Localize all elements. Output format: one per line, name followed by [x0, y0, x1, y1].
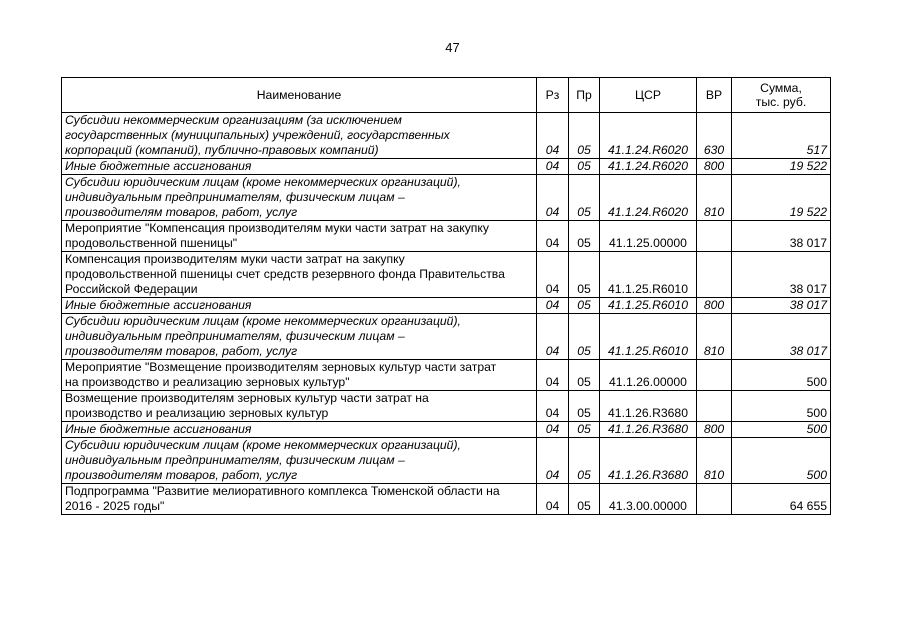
row-vr-cell: 800: [697, 298, 732, 314]
row-vr-cell: [697, 484, 732, 515]
row-sum-cell: 500: [732, 391, 831, 422]
row-rz-cell: 04: [537, 221, 569, 252]
row-pr-cell: 05: [569, 175, 600, 221]
row-csr-cell: 41.1.25.R6010: [600, 298, 697, 314]
table-row: [62, 159, 831, 175]
table-row: [62, 484, 831, 515]
table-row: [62, 422, 831, 438]
row-vr-cell: 800: [697, 422, 732, 438]
row-pr-cell: 05: [569, 221, 600, 252]
row-vr-cell: [697, 360, 732, 391]
row-name-cell: Субсидии юридическим лицам (кроме некоммерческих организаций), индивидуальным предпринимателям, физическим лицам – производителям товаров, работ, услуг: [62, 438, 537, 484]
row-name-cell: Иные бюджетные ассигнования: [62, 298, 537, 314]
header-row: [62, 78, 831, 113]
row-sum-cell: 19 522: [732, 159, 831, 175]
row-name-cell: Иные бюджетные ассигнования: [62, 422, 537, 438]
header-vr: ВР: [697, 78, 732, 113]
row-csr-cell: 41.1.24.R6020: [600, 175, 697, 221]
row-name-cell: Субсидии юридическим лицам (кроме некоммерческих организаций), индивидуальным предпринимателям, физическим лицам – производителям товаров, работ, услуг: [62, 175, 537, 221]
row-csr-cell: 41.1.25.00000: [600, 221, 697, 252]
table-row: [62, 298, 831, 314]
header-name: Наименование: [62, 78, 537, 113]
row-vr-cell: 800: [697, 159, 732, 175]
row-sum-cell: 64 655: [732, 484, 831, 515]
row-pr-cell: 05: [569, 438, 600, 484]
row-rz-cell: 04: [537, 252, 569, 298]
row-rz-cell: 04: [537, 422, 569, 438]
row-sum-cell: 38 017: [732, 252, 831, 298]
row-rz-cell: 04: [537, 298, 569, 314]
row-rz-cell: 04: [537, 391, 569, 422]
row-rz-cell: 04: [537, 360, 569, 391]
row-csr-cell: 41.1.25.R6010: [600, 314, 697, 360]
row-name-cell: Субсидии юридическим лицам (кроме некоммерческих организаций), индивидуальным предпринимателям, физическим лицам – производителям товаров, работ, услуг: [62, 314, 537, 360]
table-row: [62, 391, 831, 422]
table-row: [62, 252, 831, 298]
row-csr-cell: 41.1.26.R3680: [600, 422, 697, 438]
row-rz-cell: 04: [537, 438, 569, 484]
row-rz-cell: 04: [537, 113, 569, 159]
row-vr-cell: 810: [697, 438, 732, 484]
table-row: [62, 314, 831, 360]
row-sum-cell: 38 017: [732, 314, 831, 360]
row-sum-cell: 19 522: [732, 175, 831, 221]
row-name-cell: Подпрограмма "Развитие мелиоративного комплекса Тюменской области на 2016 - 2025 годы": [62, 484, 537, 515]
row-pr-cell: 05: [569, 159, 600, 175]
row-pr-cell: 05: [569, 314, 600, 360]
row-sum-cell: 38 017: [732, 221, 831, 252]
table-row: [62, 175, 831, 221]
row-csr-cell: 41.1.25.R6010: [600, 252, 697, 298]
row-name-cell: Мероприятие "Возмещение производителям зерновых культур части затрат на производство и реализацию зерновых культур": [62, 360, 537, 391]
row-pr-cell: 05: [569, 484, 600, 515]
row-sum-cell: 500: [732, 438, 831, 484]
row-name-cell: Возмещение производителям зерновых культур части затрат на производство и реализацию зерновых культур: [62, 391, 537, 422]
table-row: [62, 360, 831, 391]
table-row: [62, 113, 831, 159]
row-rz-cell: 04: [537, 314, 569, 360]
table-row: [62, 438, 831, 484]
row-sum-cell: 517: [732, 113, 831, 159]
header-rz: Рз: [537, 78, 569, 113]
row-csr-cell: 41.1.26.R3680: [600, 438, 697, 484]
row-name-cell: Субсидии некоммерческим организациям (за исключением государственных (муниципальных) учреждений, государственных корпораций (компаний), публично-правовых компаний): [62, 113, 537, 159]
row-rz-cell: 04: [537, 175, 569, 221]
row-vr-cell: [697, 221, 732, 252]
budget-table: [61, 77, 831, 515]
row-name-cell: Компенсация производителям муки части затрат на закупку продовольственной пшеницы счет средств резервного фонда Правительства Российской Федерации: [62, 252, 537, 298]
row-csr-cell: 41.1.24.R6020: [600, 113, 697, 159]
header-sum: Сумма, тыс. руб.: [732, 78, 831, 113]
header-csr: ЦСР: [600, 78, 697, 113]
row-sum-cell: 500: [732, 360, 831, 391]
row-pr-cell: 05: [569, 298, 600, 314]
row-name-cell: Мероприятие "Компенсация производителям муки части затрат на закупку продовольственной пшеницы": [62, 221, 537, 252]
row-rz-cell: 04: [537, 484, 569, 515]
row-csr-cell: 41.1.24.R6020: [600, 159, 697, 175]
row-sum-cell: 38 017: [732, 298, 831, 314]
row-pr-cell: 05: [569, 113, 600, 159]
row-csr-cell: 41.1.26.R3680: [600, 391, 697, 422]
row-csr-cell: 41.1.26.00000: [600, 360, 697, 391]
row-vr-cell: [697, 391, 732, 422]
row-sum-cell: 500: [732, 422, 831, 438]
page-number: 47: [445, 40, 460, 55]
row-vr-cell: [697, 252, 732, 298]
row-vr-cell: 630: [697, 113, 732, 159]
row-csr-cell: 41.3.00.00000: [600, 484, 697, 515]
row-name-cell: Иные бюджетные ассигнования: [62, 159, 537, 175]
header-pr: Пр: [569, 78, 600, 113]
row-pr-cell: 05: [569, 422, 600, 438]
row-pr-cell: 05: [569, 360, 600, 391]
row-pr-cell: 05: [569, 252, 600, 298]
row-pr-cell: 05: [569, 391, 600, 422]
row-vr-cell: 810: [697, 175, 732, 221]
table-row: [62, 221, 831, 252]
row-rz-cell: 04: [537, 159, 569, 175]
row-vr-cell: 810: [697, 314, 732, 360]
